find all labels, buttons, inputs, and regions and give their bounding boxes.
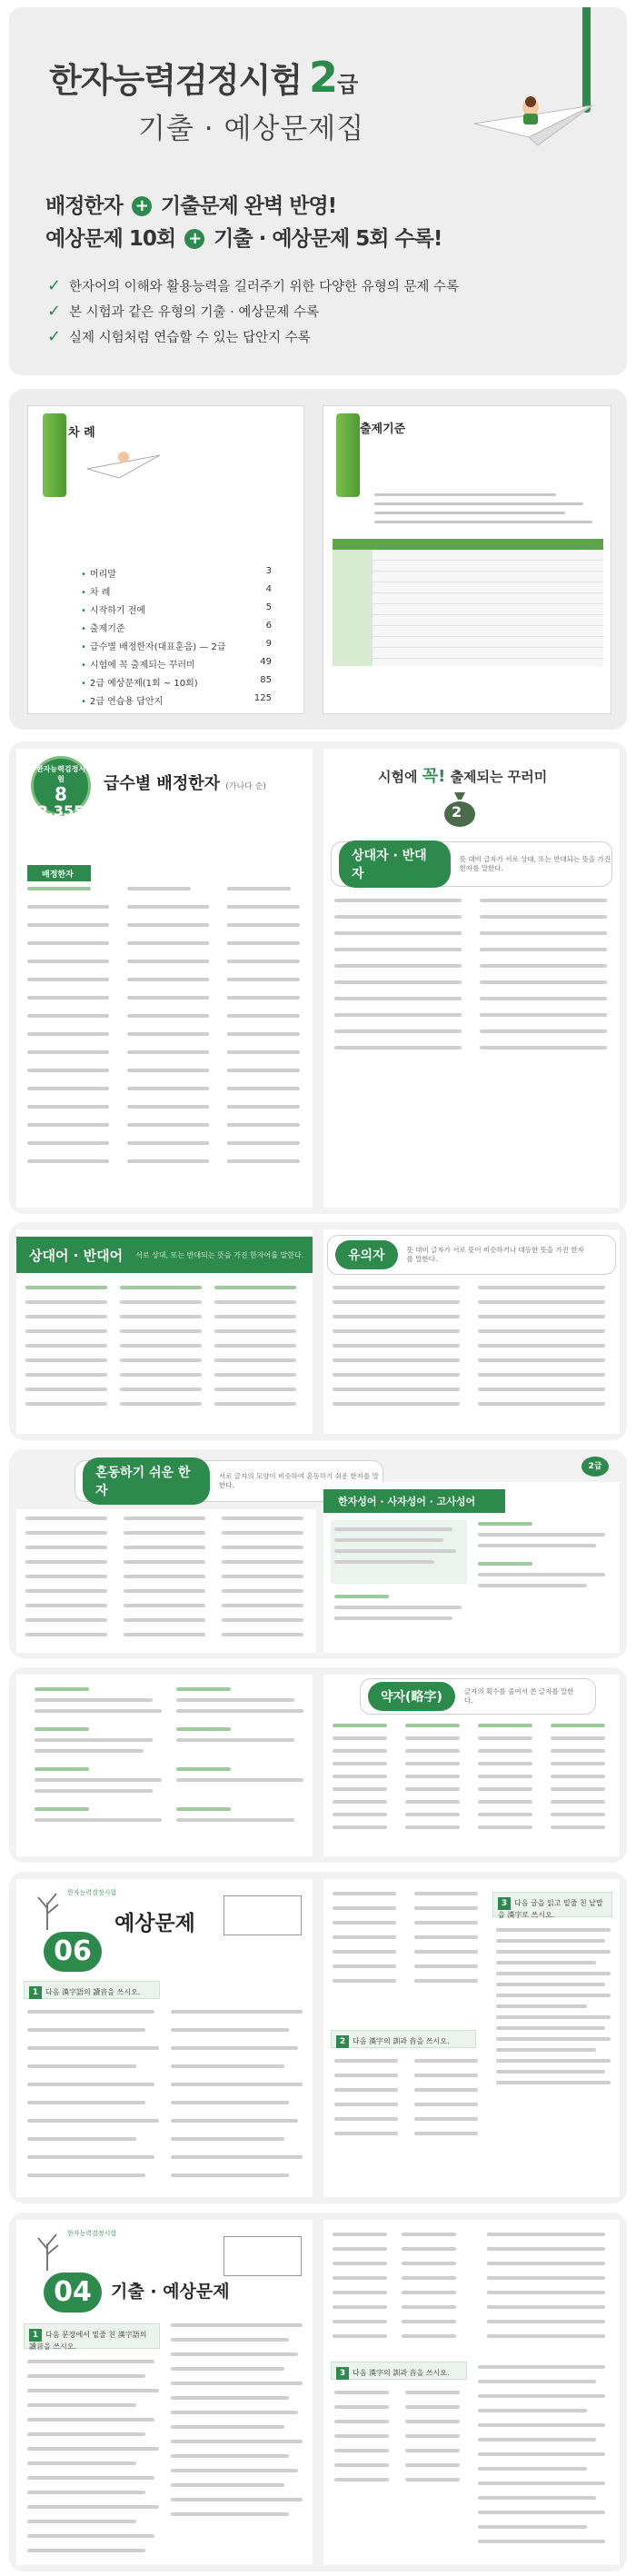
hanja-list xyxy=(27,887,300,1196)
yesang-section xyxy=(9,1872,627,2203)
cover-title-grade: 2 xyxy=(308,53,337,102)
kkureomi-page xyxy=(323,749,620,1208)
cover-section xyxy=(9,7,627,375)
cover-title-main: 한자능력검정시험 xyxy=(49,61,302,100)
yakja-section xyxy=(9,1667,627,1863)
plane-icon xyxy=(83,446,164,482)
grade-badge-grade: 8 xyxy=(55,783,67,805)
toc-item-label: 출제기준 xyxy=(89,624,125,634)
baejeong-section xyxy=(9,741,627,1214)
toc-item-label: 시작하기 전에 xyxy=(89,606,146,616)
feature-text: 본 시험과 같은 유형의 기출 · 예상문제 수록 xyxy=(69,304,319,320)
baejeong-subhead: 배정한자 xyxy=(27,865,91,881)
headline-2-part-b: 기출 · 예상문제 5회 수록! xyxy=(214,227,442,251)
sangdaeeo-desc: 서로 상대, 또는 반대되는 뜻을 가진 한자어를 말한다. xyxy=(135,1250,304,1259)
seongeo-continued-page xyxy=(16,1675,313,1856)
honddong-pill: 혼동하기 쉬운 한자 xyxy=(83,1457,210,1505)
feature-item xyxy=(47,273,611,298)
honddong-page xyxy=(16,1509,316,1653)
cover-title-grade-suffix: 급 xyxy=(336,72,358,97)
gichul-question-1: 1 다음 문장에서 밑줄 친 漢字語의 讀音을 쓰시오. xyxy=(24,2323,160,2349)
toc-item[interactable]: • 차 례 4 xyxy=(81,584,272,598)
yuuija-desc: 뜻 대비 글자가 서로 뜻이 비슷하거나 대등한 뜻을 가진 한자를 말한다. xyxy=(406,1245,584,1263)
yuuija-page xyxy=(323,1229,620,1434)
headline-1-part-b: 기출문제 완벽 반영! xyxy=(160,194,337,218)
tree-icon xyxy=(29,1885,65,1930)
sangdaeja-desc: 뜻 대비 글자가 서로 상대, 또는 반대되는 뜻을 가진 한자를 말한다. xyxy=(459,854,611,872)
kkureomi-title xyxy=(378,763,547,787)
feature-item xyxy=(47,298,611,323)
toc-page xyxy=(27,405,304,714)
check-icon: ✓ xyxy=(47,275,62,295)
pen-decoration xyxy=(43,413,66,497)
gichul-page-2 xyxy=(323,2220,620,2565)
toc-item[interactable]: • 출제기준 6 xyxy=(81,621,272,634)
gichul-answer-list xyxy=(333,2233,611,2351)
headline-1 xyxy=(45,189,336,219)
yuuija-header xyxy=(327,1235,616,1275)
headline-1-part-a: 배정한자 xyxy=(45,194,123,218)
toc-item-page: 4 xyxy=(265,584,272,594)
yuuija-pill: 유의자 xyxy=(335,1240,398,1269)
seongeo-page xyxy=(323,1462,620,1653)
gichul-number: 04 xyxy=(44,2273,102,2312)
feature-text: 한자어의 이해와 활용능력을 길러주기 위한 다양한 유형의 문제 수록 xyxy=(69,279,460,294)
toc-item-page: 9 xyxy=(265,639,272,649)
toc-item-label: 2급 예상문제(1회 ~ 10회) xyxy=(89,679,198,689)
money-bag-grade: 2 xyxy=(452,803,462,821)
toc-item-label: 급수별 배정한자(대표훈음) — 2급 xyxy=(89,642,226,652)
cover-title xyxy=(49,53,357,102)
yakja-desc: 글자의 획수를 줄여서 쓴 글자를 말한다. xyxy=(463,1686,574,1705)
seongeo-header: 한자성어 · 사자성어 · 고사성어 xyxy=(323,1489,505,1513)
criteria-title: 출제기준 xyxy=(360,423,406,436)
toc-item-page: 3 xyxy=(265,566,272,576)
feature-text: 실제 시험처럼 연습할 수 있는 답안지 수록 xyxy=(69,330,311,345)
yesang-page xyxy=(16,1879,313,2197)
yesang-ribbon: 한자능력검정시험 xyxy=(67,1889,117,1896)
headline-2 xyxy=(45,222,442,252)
toc-title: 차 례 xyxy=(68,426,95,440)
yesang-number: 06 xyxy=(44,1932,102,1972)
question-2: 2 다음 漢字의 訓과 音을 쓰시오. xyxy=(331,2030,476,2048)
sangdaeja-pill: 상대자 · 반대자 xyxy=(339,840,451,888)
exam-info-box xyxy=(224,1895,302,1935)
toc-item[interactable]: • 2급 예상문제(1회 ~ 10회) 85 xyxy=(81,675,272,689)
grade-badge-caption: 한자능력검정시험 xyxy=(35,765,86,783)
grade-badge xyxy=(31,756,91,820)
yakja-header xyxy=(360,1678,596,1715)
toc-item[interactable]: • 급수별 배정한자(대표훈음) — 2급 9 xyxy=(81,639,272,652)
question-1: 1 다음 漢字語의 讀音을 쓰시오. xyxy=(24,1981,160,1999)
criteria-page xyxy=(323,405,611,714)
yakja-list xyxy=(333,1724,611,1851)
toc-item-label: 시험에 꼭 출제되는 꾸러미 xyxy=(89,661,195,671)
plus-icon: + xyxy=(132,196,152,216)
sangdaeeo-header xyxy=(16,1237,313,1273)
sangdaeeo-section xyxy=(9,1222,627,1440)
gichul-page xyxy=(16,2220,313,2565)
question-2-text: 다음 漢字의 訓과 音을 쓰시오. xyxy=(353,2037,450,2045)
headline-2-part-a: 예상문제 10회 xyxy=(45,227,176,251)
toc-item-label: 차 례 xyxy=(89,588,111,598)
toc-item[interactable]: • 시험에 꼭 출제되는 꾸러미 49 xyxy=(81,657,272,671)
toc-item-page: 125 xyxy=(253,693,272,703)
sangdaeja-header xyxy=(331,841,612,887)
sangdaeeo-page xyxy=(16,1229,313,1434)
gichul-question-3-text: 다음 漢字의 訓과 音을 쓰시오. xyxy=(353,2369,450,2377)
criteria-table xyxy=(333,539,603,666)
question-3-text: 다음 글을 읽고 밑줄 친 낱말을 漢字로 쓰시오. xyxy=(498,1899,603,1919)
baejeong-title xyxy=(104,771,266,794)
check-icon: ✓ xyxy=(47,301,62,321)
kkureomi-title-prefix: 시험에 xyxy=(378,769,418,785)
gichul-section xyxy=(9,2213,627,2571)
toc-item-page: 85 xyxy=(260,675,272,685)
yesang-title: 예상문제 xyxy=(114,1912,195,1935)
gichul-ribbon: 한자능력검정시험 xyxy=(67,2230,117,2237)
yesang-page-2 xyxy=(323,1879,620,2197)
text-line xyxy=(374,493,556,496)
grade-tag: 2급 xyxy=(581,1457,609,1477)
sangdaeeo-list xyxy=(25,1286,303,1422)
plus-icon: + xyxy=(184,229,204,249)
check-icon: ✓ xyxy=(47,326,62,346)
sangdaeeo-title: 상대어 · 반대어 xyxy=(29,1247,124,1264)
feature-list xyxy=(47,273,611,349)
toc-item[interactable]: • 시작하기 전에 5 xyxy=(81,602,272,616)
gichul-question-3: 3 다음 漢字의 訓과 音을 쓰시오. xyxy=(331,2362,467,2380)
text-line xyxy=(374,521,592,523)
toc-item-page: 6 xyxy=(265,621,272,631)
baejeong-page xyxy=(16,749,313,1208)
gichul-title: 기출 · 예상문제 xyxy=(111,2282,230,2302)
yakja-page xyxy=(323,1675,620,1856)
yakja-pill: 약자(略字) xyxy=(368,1682,455,1711)
toc-item[interactable]: • 머리말 3 xyxy=(81,566,272,580)
honddong-section xyxy=(9,1449,627,1658)
toc-section xyxy=(9,389,627,730)
toc-item-label: 2급 연습용 답안지 xyxy=(89,697,164,707)
exam-info-box xyxy=(224,2236,302,2276)
toc-item[interactable]: • 2급 연습용 답안지 125 xyxy=(81,693,272,707)
baejeong-title-text: 급수별 배정한자 xyxy=(104,774,220,793)
toc-item-label: 머리말 xyxy=(89,570,116,580)
yuuija-list xyxy=(333,1286,611,1422)
cover-subtitle: 기출 · 예상문제집 xyxy=(138,113,365,145)
feature-item xyxy=(47,323,611,349)
gichul-question-1-text: 다음 문장에서 밑줄 친 漢字語의 讀音을 쓰시오. xyxy=(29,2331,147,2351)
question-3: 3 다음 글을 읽고 밑줄 친 낱말을 漢字로 쓰시오. xyxy=(492,1892,612,1917)
tree-icon xyxy=(29,2225,65,2271)
text-line xyxy=(374,512,565,514)
pen-decoration xyxy=(336,413,360,497)
honddong-desc: 서로 글자의 모양이 비슷하여 혼동하기 쉬운 한자를 말한다. xyxy=(218,1471,379,1489)
grade-badge-count: 2,355 xyxy=(37,802,84,820)
toc-item-page: 5 xyxy=(265,602,272,612)
paper-plane-illustration xyxy=(465,87,601,151)
kkureomi-title-kkok: 꼭! xyxy=(422,767,446,786)
toc-item-page: 49 xyxy=(260,657,272,667)
sangdaeja-list xyxy=(334,899,607,1198)
answer-list xyxy=(333,1892,487,2028)
kkureomi-title-suffix: 출제되는 꾸러미 xyxy=(450,769,548,785)
question-1-text: 다음 漢字語의 讀音을 쓰시오. xyxy=(45,1988,141,1996)
baejeong-title-note: (가나다 순) xyxy=(225,782,266,791)
text-line xyxy=(374,502,583,505)
honddong-list xyxy=(25,1517,307,1644)
